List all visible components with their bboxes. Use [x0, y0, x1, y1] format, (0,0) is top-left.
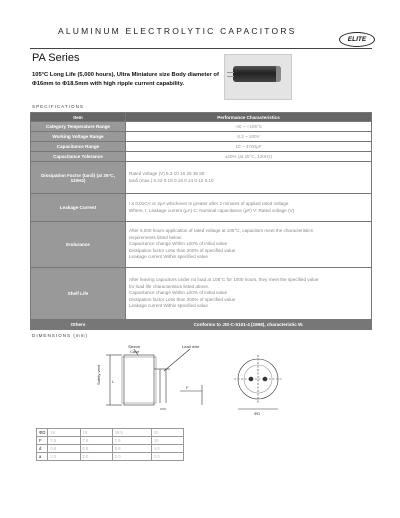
table-row — [31, 152, 372, 162]
row-value: -40 ~ +105°C — [126, 122, 372, 132]
table-row — [31, 268, 372, 320]
value-line: Leakage current Within specified value — [129, 303, 208, 309]
row-label: Capacitance Range — [31, 142, 126, 152]
row-value — [126, 268, 372, 320]
case-label: Case — [130, 349, 140, 354]
dim-cell: F — [37, 437, 48, 445]
dimension-drawing — [98, 345, 306, 417]
series-title: PA Series — [32, 52, 80, 64]
catalog-title: ALUMINUM ELECTROLYTIC CAPACITORS — [58, 26, 297, 36]
dim-cell: 18.5 — [112, 429, 151, 437]
value-line: for load life characteristics listed above. — [129, 283, 210, 289]
dimension-table — [36, 428, 184, 461]
capacitor-side-view — [124, 355, 154, 405]
header-performance: Performance Characteristics — [126, 113, 372, 122]
sleeve-label: Sleeve — [128, 344, 141, 349]
value-line: tanδ (max.) 0.22 0.19 0.16 0.14 0.12 0.10 — [129, 177, 214, 183]
diameter-label: ΦD — [254, 411, 261, 416]
value-line: Dissipation factor Less than 200% of specified value — [129, 296, 236, 302]
lead-leader — [164, 349, 190, 371]
table-row — [31, 132, 372, 142]
value-line: Leakage current Within specified value — [129, 254, 208, 260]
specifications-heading: SPECIFICATIONS — [32, 104, 84, 109]
dim-cell: 7.5 — [112, 437, 151, 445]
dim-cell: 16 — [48, 429, 80, 437]
row-label: Dissipation Factor (tanδ) (at 25°C, 120Hz) — [31, 162, 126, 194]
dim-cell: 0.8 — [112, 445, 151, 453]
row-value: Conforms to JIS-C-5101-4 (1998), characteristic W. — [126, 320, 372, 330]
table-row — [31, 222, 372, 268]
table-row — [37, 445, 184, 453]
dim-cell: 20 — [151, 429, 183, 437]
dim-cell: 2.0 — [48, 453, 80, 461]
dimensions-heading: DIMENSIONS (mm) — [32, 333, 89, 338]
capacitor-photo — [224, 54, 292, 100]
dim-cell: 1.0 — [151, 445, 183, 453]
table-row — [37, 429, 184, 437]
value-line: Capacitance change Within ±20% of initial value — [129, 290, 228, 296]
row-value — [126, 162, 372, 194]
table-row — [31, 320, 372, 330]
row-label: Category Temperature Range — [31, 122, 126, 132]
dim-cell: 0.8 — [80, 445, 112, 453]
row-label: Shelf Life — [31, 268, 126, 320]
dim-cell: 10 — [151, 437, 183, 445]
dim-cell: a — [37, 453, 48, 461]
dim-cell: 18 — [80, 429, 112, 437]
row-label: Working Voltage Range — [31, 132, 126, 142]
table-header-row — [31, 113, 372, 122]
dim-cell: 2.0 — [80, 453, 112, 461]
table-row — [37, 437, 184, 445]
capacitor-lead — [227, 72, 234, 73]
value-line: Where, I: Leakage current (μA) C: Nominal capacitance (μF) V: Rated voltage (V) — [129, 207, 295, 213]
capacitor-lead — [227, 76, 234, 77]
header-divider — [30, 48, 372, 49]
sleeve-outline — [122, 357, 156, 403]
dim-cell: 2.0 — [151, 453, 183, 461]
lead-wire-label: Lead wire — [182, 344, 200, 349]
row-label: Leakage Current — [31, 194, 126, 222]
row-value — [126, 194, 372, 222]
length-label: L — [112, 379, 115, 384]
value-line: requirements listed below. — [129, 234, 183, 240]
capacitor-body — [233, 66, 281, 82]
value-line: After leaving capacitors under no load at 105°C for 1000 hours, they meet the specified value — [129, 277, 319, 283]
specifications-table — [30, 112, 372, 330]
row-value — [126, 222, 372, 268]
value-line: After 5,000 hours application of rated voltage at 105°C, capacitors meet the characteristics — [129, 228, 313, 234]
row-value: 6.3 ~ 100V — [126, 132, 372, 142]
dim-cell: 7.5 — [80, 437, 112, 445]
table-row — [31, 122, 372, 132]
header-item: Item — [31, 113, 126, 122]
value-line: Rated voltage (V) 6.3 10 16 25 35 50 — [129, 171, 205, 176]
dim-cell: 2.0 — [112, 453, 151, 461]
elite-logo: ELITE — [339, 32, 375, 47]
table-row — [37, 453, 184, 461]
row-value: ±20% (at 25°C, 120Hz) — [126, 152, 372, 162]
row-value: 10 ~ 4700μF — [126, 142, 372, 152]
safety-vent-label: Safety vent — [96, 364, 101, 385]
dim-cell: 7.5 — [48, 437, 80, 445]
pitch-label: F — [186, 385, 189, 390]
value-line: I ≤ 0.01CV or 3μA whichever is greater after 2 minutes of applied rated voltage — [129, 201, 289, 206]
table-row — [31, 142, 372, 152]
table-row — [31, 162, 372, 194]
dim-cell: 0.8 — [48, 445, 80, 453]
row-label: Others — [31, 320, 126, 330]
dim-cell: ΦD — [37, 429, 48, 437]
series-description: 105°C Long Life (5,000 hours), Ultra Miniature size Body diameter of Φ16mm to Φ18.5mm with high ripple current capability. — [32, 72, 219, 87]
row-label: Capacitance Tolerance — [31, 152, 126, 162]
table-row — [31, 194, 372, 222]
dim-cell: d — [37, 445, 48, 453]
row-label: Endurance — [31, 222, 126, 268]
value-line: Dissipation factor Less than 200% of specified value — [129, 247, 236, 253]
value-line: Capacitance change Within ±20% of initial value — [129, 241, 228, 247]
